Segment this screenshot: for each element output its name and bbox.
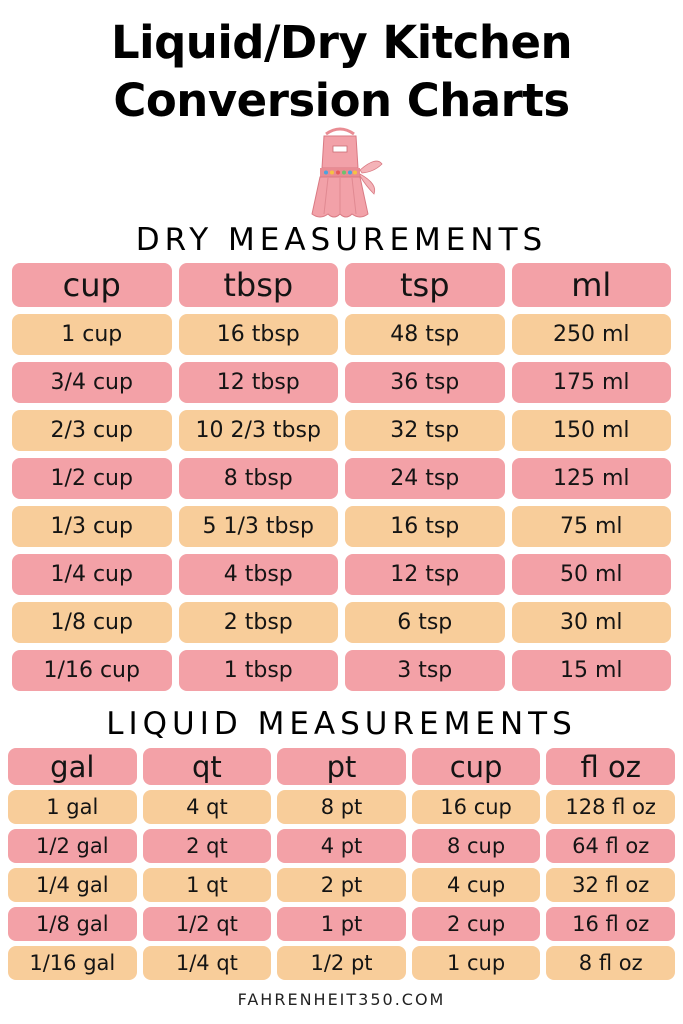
column-header: pt [277,748,406,785]
column-header: ml [512,263,672,307]
table-cell: 5 1/3 tbsp [179,506,339,547]
table-cell: 1/8 gal [8,907,137,941]
table-cell: 128 fl oz [546,790,675,824]
table-cell: 32 fl oz [546,868,675,902]
page-title-line-1: Liquid/Dry Kitchen [110,16,573,69]
table-cell: 125 ml [512,458,672,499]
dry-measurements-heading: DRY MEASUREMENTS [135,222,548,258]
table-cell: 16 cup [412,790,541,824]
column-header: tbsp [179,263,339,307]
table-cell: 16 tbsp [179,314,339,355]
table-cell: 4 cup [412,868,541,902]
table-cell: 2/3 cup [12,410,172,451]
table-cell: 1 qt [143,868,272,902]
table-cell: 24 tsp [345,458,505,499]
column-header: qt [143,748,272,785]
table-cell: 250 ml [512,314,672,355]
table-cell: 1/4 gal [8,868,137,902]
table-cell: 32 tsp [345,410,505,451]
table-cell: 1/8 cup [12,602,172,643]
page-title-line-2: Conversion Charts [113,74,570,127]
table-cell: 1/2 pt [277,946,406,980]
table-cell: 1 cup [412,946,541,980]
table-cell: 4 qt [143,790,272,824]
table-cell: 1/2 gal [8,829,137,863]
table-cell: 16 fl oz [546,907,675,941]
table-cell: 64 fl oz [546,829,675,863]
table-cell: 1/3 cup [12,506,172,547]
table-cell: 1/2 qt [143,907,272,941]
table-cell: 1 cup [12,314,172,355]
table-cell: 1 pt [277,907,406,941]
table-cell: 2 tbsp [179,602,339,643]
table-cell: 2 qt [143,829,272,863]
table-cell: 1/4 cup [12,554,172,595]
table-cell: 1/16 gal [8,946,137,980]
table-cell: 8 pt [277,790,406,824]
table-cell: 15 ml [512,650,672,691]
table-cell: 6 tsp [345,602,505,643]
table-cell: 12 tbsp [179,362,339,403]
column-header: fl oz [546,748,675,785]
liquid-measurements-heading: LIQUID MEASUREMENTS [106,706,577,742]
apron-icon [290,126,390,226]
dry-measurements-table [12,263,671,691]
table-cell: 3 tsp [345,650,505,691]
table-cell: 2 cup [412,907,541,941]
footer-site-name: FAHRENHEIT350.COM [237,990,446,1009]
column-header: gal [8,748,137,785]
table-cell: 75 ml [512,506,672,547]
table-cell: 1/16 cup [12,650,172,691]
table-cell: 16 tsp [345,506,505,547]
table-cell: 36 tsp [345,362,505,403]
table-cell: 175 ml [512,362,672,403]
table-cell: 10 2/3 tbsp [179,410,339,451]
page-title [0,14,683,130]
liquid-measurements-table [8,748,675,980]
table-cell: 12 tsp [345,554,505,595]
table-cell: 1 tbsp [179,650,339,691]
table-cell: 1/4 qt [143,946,272,980]
column-header: cup [412,748,541,785]
column-header: cup [12,263,172,307]
table-cell: 8 fl oz [546,946,675,980]
table-cell: 50 ml [512,554,672,595]
table-cell: 150 ml [512,410,672,451]
table-cell: 48 tsp [345,314,505,355]
column-header: tsp [345,263,505,307]
table-cell: 1/2 cup [12,458,172,499]
table-cell: 4 tbsp [179,554,339,595]
table-cell: 4 pt [277,829,406,863]
table-cell: 8 cup [412,829,541,863]
table-cell: 8 tbsp [179,458,339,499]
table-cell: 30 ml [512,602,672,643]
table-cell: 3/4 cup [12,362,172,403]
table-cell: 1 gal [8,790,137,824]
table-cell: 2 pt [277,868,406,902]
